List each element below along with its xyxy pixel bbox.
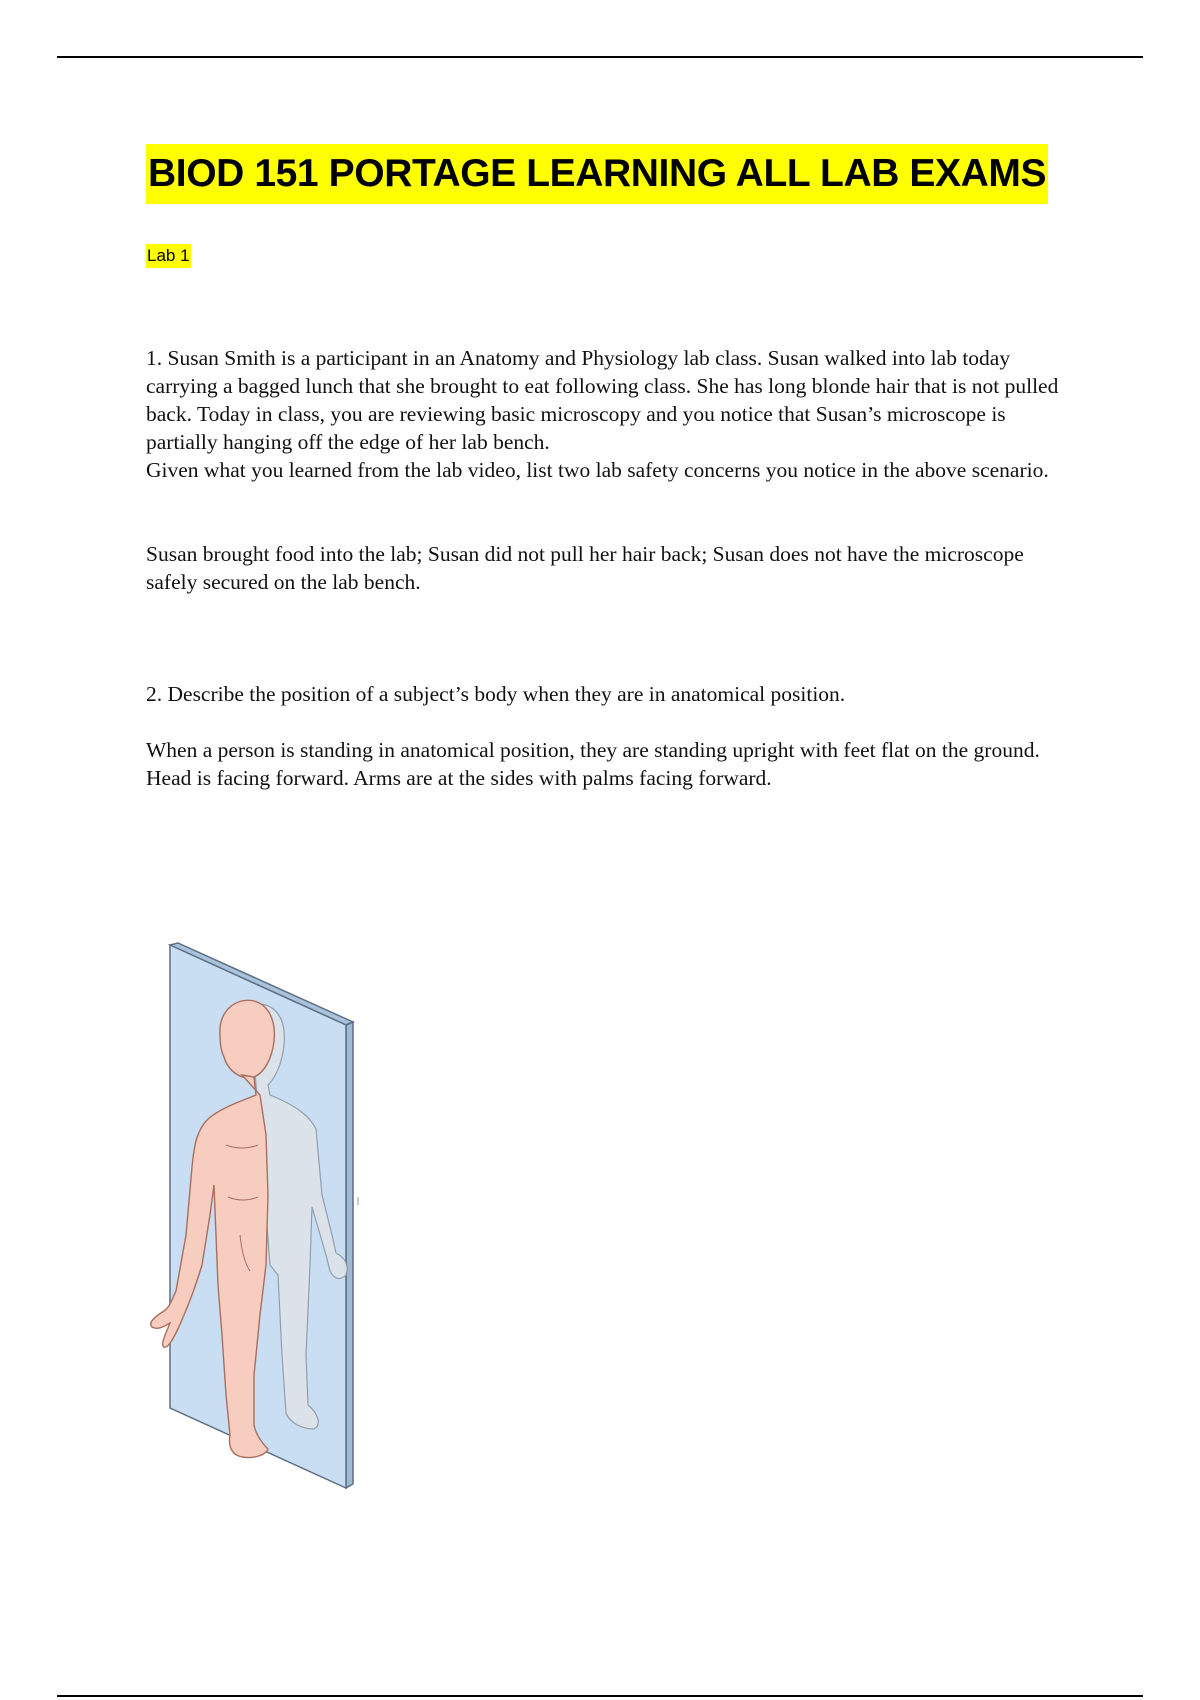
anatomical-plane-figure: [150, 935, 390, 1490]
question-1-prompt-continued: Given what you learned from the lab video, list two lab safety concerns you notice in the above scenario.: [146, 458, 1049, 482]
anatomical-plane-figure-icon: [150, 935, 390, 1490]
question-1-answer: Susan brought food into the lab; Susan did not pull her hair back; Susan does not have the microscope safely secured on the lab bench.: [146, 542, 1024, 594]
top-rule: [57, 56, 1143, 58]
section-label: Lab 1: [146, 244, 191, 268]
question-1-prompt: 1. Susan Smith is a participant in an Anatomy and Physiology lab class. Susan walked into lab today carrying a bagged lunch that she brought to eat following class. She has long blonde hair that is not pulled back. Today in class, you are reviewing basic microscopy and you notice that Susan’s microscope is partially hanging off the edge of her lab bench.: [146, 346, 1059, 454]
bottom-rule: [57, 1695, 1143, 1697]
question-2-answer: When a person is standing in anatomical position, they are standing upright with feet flat on the ground. Head is facing forward. Arms are at the sides with palms facing forward.: [146, 738, 1040, 790]
question-2-prompt: 2. Describe the position of a subject’s body when they are in anatomical position.: [146, 682, 846, 706]
document-title: BIOD 151 PORTAGE LEARNING ALL LAB EXAMS: [146, 144, 1048, 204]
